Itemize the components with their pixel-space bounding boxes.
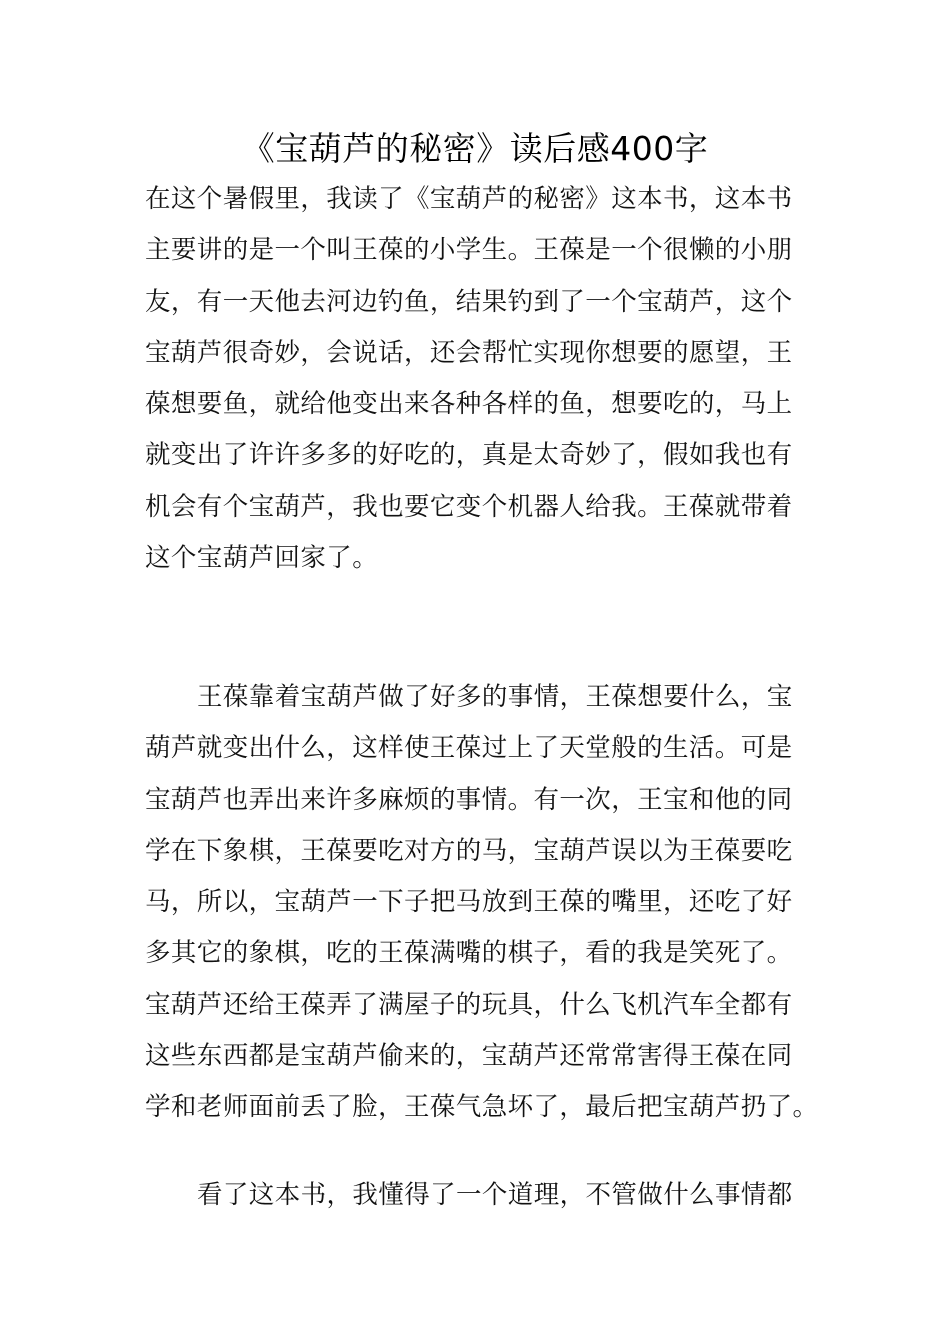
text-line: 葆想要鱼，就给他变出来各种各样的鱼，想要吃的，马上: [145, 389, 793, 420]
text-line: 多其它的象棋，吃的王葆满嘴的棋子，看的我是笑死了。: [145, 938, 793, 969]
paragraph-3: [145, 1170, 807, 1221]
text-line: 葫芦就变出什么，这样使王葆过上了天堂般的生活。可是: [145, 733, 793, 764]
text-line: 学在下象棋，王葆要吃对方的马，宝葫芦误以为王葆要吃: [145, 835, 793, 866]
document-title: 《宝葫芦的秘密》读后感400字: [241, 129, 709, 168]
paragraph-1: [145, 174, 807, 584]
text-line: 看了这本书，我懂得了一个道理，不管做什么事情都: [197, 1180, 793, 1210]
text-line: 马，所以，宝葫芦一下子把马放到王葆的嘴里，还吃了好: [145, 887, 793, 918]
text-line: 宝葫芦也弄出来许多麻烦的事情。有一次，王宝和他的同: [145, 784, 793, 815]
text-line: 王葆靠着宝葫芦做了好多的事情，王葆想要什么，宝: [197, 682, 793, 712]
text-line: 在这个暑假里，我读了《宝葫芦的秘密》这本书，这本书: [145, 184, 793, 214]
paragraph-2: [145, 672, 819, 1134]
text-line: 机会有个宝葫芦，我也要它变个机器人给我。王葆就带着: [145, 491, 793, 522]
text-line: 这些东西都是宝葫芦偷来的，宝葫芦还常常害得王葆在同: [145, 1041, 793, 1072]
text-line: 就变出了许许多多的好吃的，真是太奇妙了，假如我也有: [145, 440, 793, 471]
text-line: 主要讲的是一个叫王葆的小学生。王葆是一个很懒的小朋: [145, 235, 793, 266]
text-line: 学和老师面前丢了脸，王葆气急坏了，最后把宝葫芦扔了。: [145, 1092, 819, 1123]
text-line: 宝葫芦很奇妙，会说话，还会帮忙实现你想要的愿望，王: [145, 337, 793, 368]
text-line: 友，有一天他去河边钓鱼，结果钓到了一个宝葫芦，这个: [145, 286, 793, 317]
text-line: 这个宝葫芦回家了。: [145, 543, 379, 574]
text-line: 宝葫芦还给王葆弄了满屋子的玩具，什么飞机汽车全都有: [145, 989, 793, 1020]
